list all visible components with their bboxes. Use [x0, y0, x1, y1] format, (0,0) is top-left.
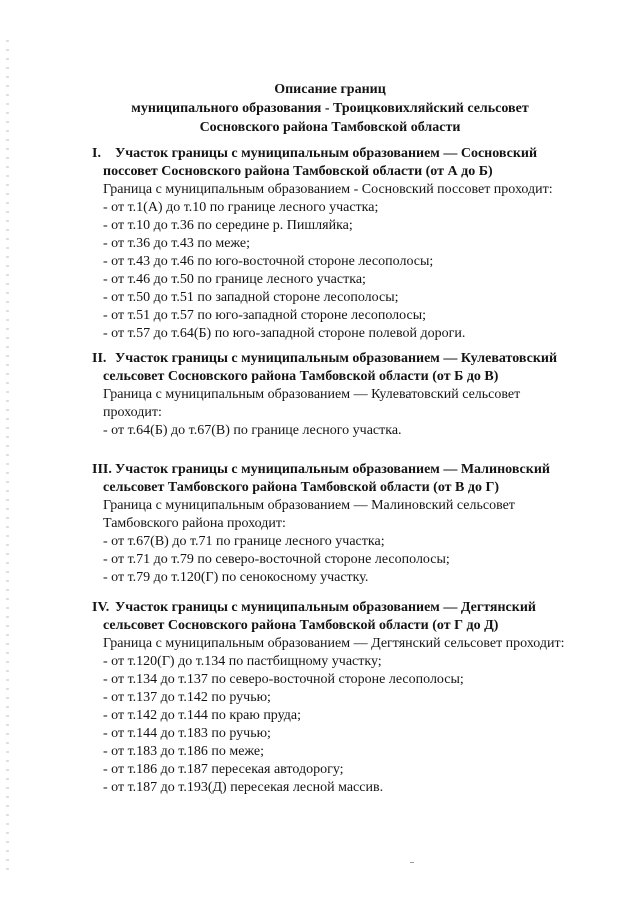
- section-number: IV.: [92, 600, 110, 615]
- list-item: - от т.57 до т.64(Б) по юго-западной стороне полевой дороги.: [103, 326, 466, 341]
- list-item: - от т.46 до т.50 по границе лесного участка;: [103, 272, 366, 287]
- title-line-3: Сосновского района Тамбовской области: [199, 120, 461, 135]
- section-3: [92, 461, 622, 587]
- list-item: - от т.10 до т.36 по середине р. Пишляйка;: [103, 218, 353, 233]
- section-heading-line-2: сельсовет Сосновского района Тамбовской области (от Г до Д): [103, 618, 499, 633]
- list-item: - от т.144 до т.183 по ручью;: [103, 726, 271, 741]
- boundary-segment-list: [92, 422, 622, 440]
- list-item: - от т.64(Б) до т.67(В) по границе лесного участка.: [103, 423, 402, 438]
- section-intro-line-2: проходит:: [103, 405, 162, 420]
- list-item: - от т.120(Г) до т.134 по пастбищному участку;: [103, 654, 382, 669]
- list-item: - от т.36 до т.43 по меже;: [103, 236, 251, 251]
- section-number: III.: [92, 462, 112, 477]
- section-heading-line-2: поссовет Сосновского района Тамбовской области (от А до Б): [103, 164, 493, 179]
- title-line-2: муниципального образования - Троицковихляйский сельсовет: [131, 101, 529, 116]
- section-intro: [92, 497, 622, 533]
- list-item: - от т.183 до т.186 по меже;: [103, 744, 265, 759]
- section-1: [92, 145, 622, 343]
- list-item: - от т.1(А) до т.10 по границе лесного участка;: [103, 200, 379, 215]
- list-item: - от т.43 до т.46 по юго-восточной стороне лесополосы;: [103, 254, 434, 269]
- scan-edge-artifact: [6, 40, 9, 870]
- section-heading-line-2: сельсовет Сосновского района Тамбовской области (от Б до В): [103, 369, 499, 384]
- section-intro-line-1: Граница с муниципальным образованием - Сосновский поссовет проходит:: [103, 182, 553, 197]
- list-item: - от т.79 до т.120(Г) по сенокосному участку.: [103, 570, 369, 585]
- list-item: - от т.67(В) до т.71 по границе лесного участка;: [103, 534, 385, 549]
- section-4: [92, 599, 622, 797]
- section-intro: [92, 181, 622, 199]
- boundary-segment-list: [92, 533, 622, 587]
- list-item: - от т.134 до т.137 по северо-восточной стороне лесополосы;: [103, 672, 464, 687]
- scan-speck: [410, 862, 414, 863]
- section-heading: [92, 350, 622, 386]
- list-item: - от т.187 до т.193(Д) пересекая лесной массив.: [103, 780, 384, 795]
- section-intro: [92, 386, 622, 422]
- section-heading-line-1: Участок границы с муниципальным образованием — Сосновский: [115, 146, 538, 161]
- section-2: [92, 350, 622, 440]
- section-intro: [92, 635, 622, 653]
- section-heading: [92, 599, 622, 635]
- list-item: - от т.142 до т.144 по краю пруда;: [103, 708, 301, 723]
- section-intro-line-2: Тамбовского района проходит:: [103, 516, 286, 531]
- boundary-segment-list: [92, 653, 622, 797]
- section-intro-line-1: Граница с муниципальным образованием — Дегтянский сельсовет проходит:: [103, 636, 565, 651]
- section-intro-line-1: Граница с муниципальным образованием — Малиновский сельсовет: [103, 498, 515, 513]
- section-heading-line-2: сельсовет Тамбовского района Тамбовской области (от В до Г): [103, 480, 500, 495]
- section-heading-line-1: Участок границы с муниципальным образованием — Дегтянский: [115, 600, 536, 615]
- section-number: I.: [92, 146, 101, 161]
- section-heading-line-1: Участок границы с муниципальным образованием — Кулеватовский: [115, 351, 558, 366]
- section-heading-line-1: Участок границы с муниципальным образованием — Малиновский: [115, 462, 550, 477]
- document-title: [80, 80, 580, 137]
- boundary-segment-list: [92, 199, 622, 343]
- section-heading: [92, 461, 622, 497]
- section-number: II.: [92, 351, 107, 366]
- title-line-1: Описание границ: [274, 82, 386, 97]
- section-heading: [92, 145, 622, 181]
- section-intro-line-1: Граница с муниципальным образованием — Кулеватовский сельсовет: [103, 387, 521, 402]
- list-item: - от т.71 до т.79 по северо-восточной стороне лесополосы;: [103, 552, 450, 567]
- list-item: - от т.51 до т.57 по юго-западной стороне лесополосы;: [103, 308, 426, 323]
- list-item: - от т.50 до т.51 по западной стороне лесополосы;: [103, 290, 399, 305]
- list-item: - от т.186 до т.187 пересекая автодорогу;: [103, 762, 344, 777]
- list-item: - от т.137 до т.142 по ручью;: [103, 690, 271, 705]
